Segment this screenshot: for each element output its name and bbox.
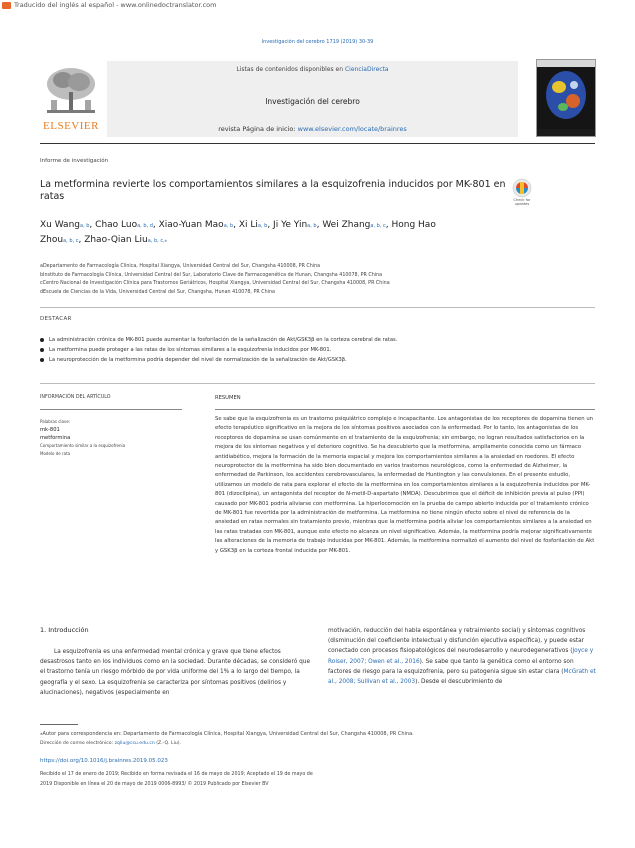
citation-link[interactable]: McGrath et al., 2008; Sullivan et al., 2003 <box>328 668 596 686</box>
elsevier-tree-icon <box>43 66 99 116</box>
highlight-text: La neuroprotección de la metformina podría depender del nivel de normalización de la señalización de Akt/GSK3β. <box>49 357 347 363</box>
highlight-item <box>40 355 600 365</box>
journal-title: Investigación del cerebro <box>265 97 360 106</box>
author-affiliation-marks[interactable]: a, b, c,⁎ <box>147 238 168 244</box>
homepage-line <box>107 125 518 133</box>
header-rule <box>40 143 595 144</box>
received-line: Recibido el 17 de enero de 2019; Recibido en forma revisada el 16 de mayo de 2019; Aceptado el 19 de mayo de <box>40 772 313 777</box>
author-name: Xu Wang <box>40 220 80 230</box>
abstract-text: Se sabe que la esquizofrenia es un trastorno psiquiátrico complejo e incapacitante. Los antagonistas de los receptores de dopamina tienen un efecto terapéutico significativo en la mejora de los síntomas positivos asociados con la enfermedad. Por lo tanto, los antagonistas de los receptores de dopamina se usan comúnmente en el tratamiento de la esquizofrenia; sin embargo, no logran resultados satisfactorios en la mejora de los síntomas negativos y el deterioro cognitivo. Se ha descubierto que la metformina, ampliamente conocida como un fármaco antidiabético, mejora la formación de la memoria espacial y mejora los comportamientos similares a la ansiedad en roedores. El efecto neuroprotector de la metformina ha sido bien documentado en varios trastornos neurológicos, como la enfermedad de Alzheimer, la enfermedad de Parkinson, los accidentes cerebrovasculares, la enfermedad de Huntington y las convulsiones. En el presente estudio, utilizamos un modelo de rata para explorar el efecto de la metformina en los comportamientos similares a la esquizofrenia inducidos por MK-801 (dizocilpina), un antagonista del receptor de N-metil-D-aspartato (NMDA). Descubrimos que el déficit de inhibición previa al pulso (PPI) causado por MK-801 podría aliviarse con metformina. La hiperlocomoción en la prueba de campo abierto inducida por el tratamiento crónico de MK-801 fue revertida por la administración de metformina. La metformina no tiene ningún efecto sobre el nivel de referencia de la ansiedad en ratas normales sin tratamiento previo, mientras que la metformina podría aliviar los comportamientos similares a la ansiedad en las ratas tratadas con MK-801, aunque este efecto no alcanza un nivel significativo. Además, la metformina podría mejorar significativamente las alteraciones de la memoria de trabajo inducidas por MK-801. Además, la metformina normalizó el aumento del nivel de fosforilación de Akt y GSK3β en la corteza frontal inducida por MK-801. <box>215 416 595 554</box>
keywords-label: Palabras clave: <box>40 419 71 424</box>
article-title: La metformina revierte los comportamientos similares a la esquizofrenia inducidos por MK-801 en ratas <box>40 179 506 202</box>
sciencedirect-link[interactable]: CienciaDirecta <box>344 66 389 73</box>
contents-prefix: Listas de contenidos disponibles en <box>236 66 344 73</box>
bullet-icon <box>40 338 44 342</box>
affiliation-a: aDepartamento de Farmacología Clínica, Hospital Xiangya, Universidad Central del Sur, Changsha 410008, PR China <box>40 264 321 269</box>
author-affiliation-marks[interactable]: a, b <box>307 223 317 229</box>
affiliation-b: bInstituto de Farmacología Clínica, Universidad Central del Sur, Laboratorio Clave de Farmacogenética de Hunan, Changsha 410078, PR China <box>40 272 383 278</box>
author[interactable] <box>95 220 153 230</box>
section-rule <box>40 383 595 384</box>
keyword: mk-801 <box>40 427 60 433</box>
doi-link[interactable]: https://doi.org/10.1016/j.brainres.2019.05.023 <box>40 758 168 764</box>
author-name: Xiao-Yuan Mao <box>158 220 224 230</box>
crossmark-label: Check for updates <box>513 198 531 206</box>
author-affiliation-marks[interactable]: a, b <box>80 223 90 229</box>
author-affiliation-marks[interactable]: a, b, d <box>137 223 153 229</box>
author-list: Xu Wanga, b, Chao Luoa, b, d, Xiao-Yuan Maoa, b, Xi Lia, b, Ji Ye Yina, b, Wei Zhanga, b, c, Hong Hao Zhoua, b, c, Zhao-Qian Liua, b, c,⁎ <box>40 220 436 245</box>
section-rule <box>40 307 595 308</box>
author-name: Xi Li <box>238 220 258 230</box>
author-affiliation-marks[interactable]: a, b, c <box>370 223 386 229</box>
affiliation-d: dEscuela de Ciencias de la Vida, Universidad Central del Sur, Changsha, Hunan 410078, PR China <box>40 289 275 295</box>
journal-reference[interactable]: Investigación del cerebro 1719 (2019) 30-39 <box>261 39 374 45</box>
footnote-rule <box>40 724 78 725</box>
citation-link[interactable]: Joyce y Roiser, 2007; Owen et al., 2016 <box>328 648 594 665</box>
bullet-icon <box>40 358 44 362</box>
author-affiliation-marks[interactable]: a, b, c <box>63 238 79 244</box>
article-history <box>40 770 595 790</box>
highlight-item <box>40 335 600 345</box>
article-type: Informe de investigación <box>40 158 109 164</box>
author-name: Hong Hao Zhou <box>40 220 436 245</box>
author-name: Wei Zhang <box>322 220 371 230</box>
translator-banner <box>2 1 216 9</box>
author[interactable] <box>322 220 385 230</box>
bullet-icon <box>40 348 44 352</box>
footnotes <box>40 730 595 748</box>
author-affiliation-marks[interactable]: a, b <box>257 223 268 229</box>
highlights-heading: DESTACAR <box>40 316 72 322</box>
publisher-wordmark: ELSEVIER <box>43 120 99 132</box>
intro-text: ). Se sabe que tanto la genética como el entorno son factores de riesgo para la esquizofrenia, pero su patogenia sigue sin estar clara ( <box>328 658 574 675</box>
author-affiliation-marks[interactable]: a, b <box>223 223 234 229</box>
article-info-heading: INFORMACIÓN DEL ARTÍCULO <box>40 395 111 400</box>
keyword: Comportamiento similar a la esquizofrenia <box>40 443 126 448</box>
homepage-prefix: revista Página de inicio: <box>218 125 296 133</box>
keyword: Modelo de rata <box>40 451 71 456</box>
highlight-text: La metformina puede proteger a las ratas de los síntomas similares a la esquizofrenia inducidos por MK-801. <box>49 347 332 353</box>
author-name: Ji Ye Yin <box>273 220 308 230</box>
author-name: Zhao-Qian Liu <box>84 235 148 245</box>
corresponding-author-note: ⁎Autor para correspondencia en: Departamento de Farmacología Clínica, Hospital Xiangya, Universidad Central del Sur, Changsha 410008, PR China. <box>40 731 414 737</box>
abstract-rule <box>215 409 595 410</box>
author[interactable] <box>159 220 234 230</box>
elsevier-logo <box>40 66 102 134</box>
cover-top-bar <box>537 60 595 67</box>
author[interactable] <box>273 220 317 230</box>
translator-text: Traducido del inglés al español - www.onlinedoctranslator.com <box>14 1 217 9</box>
introduction-right-column <box>328 626 596 687</box>
affiliations <box>40 263 600 297</box>
author[interactable] <box>239 220 267 230</box>
author[interactable] <box>84 235 167 245</box>
introduction-heading: 1. Introducción <box>40 626 89 634</box>
abstract-heading: RESUMEN <box>215 395 241 401</box>
author-name: Chao Luo <box>95 220 138 230</box>
check-for-updates-badge[interactable] <box>508 177 536 209</box>
homepage-link[interactable]: www.elsevier.com/locate/brainres <box>297 125 407 133</box>
brain-scan-image <box>537 67 595 129</box>
email-link[interactable]: zqliu@csu.edu.cn <box>114 741 155 746</box>
highlights-list <box>40 335 600 365</box>
available-line: 2019 Disponible en línea el 20 de mayo de 2019 0006-8993/ © 2019 Publicado por Elsevier BV <box>40 782 269 787</box>
keyword: metformina <box>40 435 71 441</box>
highlight-item <box>40 345 600 355</box>
author[interactable] <box>40 220 89 230</box>
intro-text: motivación, reducción del habla espontánea y retraimiento social) y síntomas cognitivos (disminución del coeficiente intelectual y disfunción ejecutiva específica), y puede estar conectado con procesos fisiopatológicos del neurodesarrollo y neurodegenerativos ( <box>328 628 586 655</box>
email-prefix: Dirección de correo electrónico: <box>40 741 114 746</box>
email-line <box>40 739 595 748</box>
contents-line <box>107 66 518 73</box>
article-info-rule <box>40 409 182 410</box>
journal-cover <box>536 59 596 137</box>
highlight-text: La administración crónica de MK-801 puede aumentar la fosforilación de la señalización de Akt/GSK3β en la corteza cerebral de ratas. <box>49 337 398 343</box>
introduction-left-column: La esquizofrenia es una enfermedad mental crónica y grave que tiene efectos desastrosos tanto en los individuos como en la sociedad. Durante décadas, se consideró que el trastorno tenía un riesgo mórbido de por vida uniforme del 1% a lo largo del tiempo, la geografía y el sexo. La esquizofrenia se caracteriza por síntomas positivos (delirios y alucinaciones), negativos (especialmente en <box>40 649 311 696</box>
intro-text: ). Desde el descubrimiento de <box>415 679 503 686</box>
email-suffix: (Z.-Q. Liu). <box>156 741 182 746</box>
affiliation-c: cCentro Nacional de Investigación Clínica para Trastornos Geriátricos, Hospital Xiangya, Universidad Central del Sur, Changsha 410008, PR China <box>40 281 390 286</box>
keywords-block <box>40 418 182 458</box>
translator-icon <box>2 2 11 9</box>
